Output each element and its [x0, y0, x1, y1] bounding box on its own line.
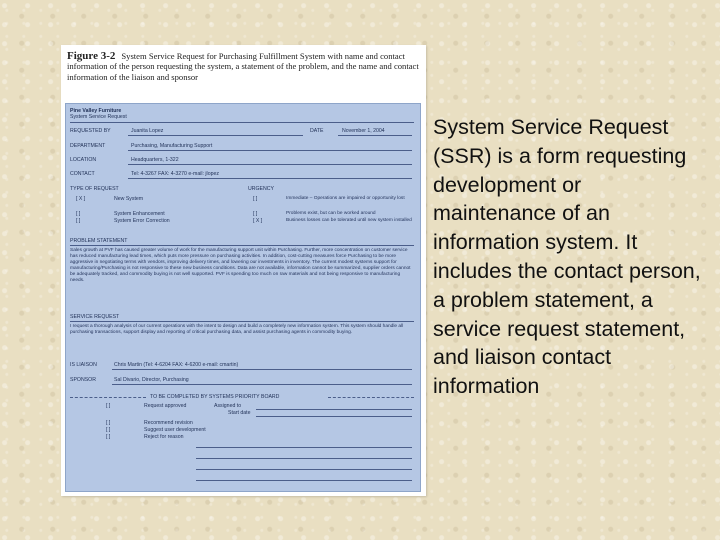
request-type-label: System Error Correction [114, 218, 170, 224]
problem-statement-text: Sales growth at PVF has caused greater volume of work for the manufacturing support unit within Purchasing. Further, more concentration on customer service has reduced manufacturing lead times, which puts more pressure on purchasing activities. In addition, cost-cutting measures force Purchasing to be more aggressive in negotiating terms with vendors, improving delivery times, and lowering our investments in inventory. The current modest systems support for manufacturing/Purchasing is not responsive to these new business conditions. Data are not available, information cannot be summarized, supplier orders cannot be adequately tracked, and commodity buying is not well supported. PVF is spending too much on raw materials and not being responsive to manufacturing needs. [70, 248, 411, 283]
sponsor-value: Sal Divario, Director, Purchasing [114, 377, 189, 383]
figure-card [61, 45, 426, 496]
request-type-mark: [ X ] [76, 196, 86, 202]
location-label: LOCATION [70, 157, 97, 163]
sponsor-label: SPONSOR [70, 377, 96, 383]
requested-by-label: REQUESTED BY [70, 128, 111, 134]
field-line [128, 150, 412, 151]
urgency-mark: [ ] [253, 211, 258, 217]
urgency-option: Problems exist, but can be worked around [286, 211, 376, 216]
board-mark: [ ] [106, 434, 111, 440]
field-line [196, 447, 412, 448]
field-line [128, 135, 303, 136]
dashed-rule [70, 397, 146, 398]
request-type-label: System Enhancement [114, 211, 165, 217]
board-option: Recommend revision [144, 420, 193, 426]
field-line [338, 135, 412, 136]
field-line [112, 369, 412, 370]
is-liaison-value: Chris Martin (Tel: 4-6204 FAX: 4-6200 e-mail: cmartin) [114, 362, 239, 368]
board-mark: [ ] [106, 420, 111, 426]
date-value: November 1, 2004 [342, 128, 385, 134]
field-line [128, 164, 412, 165]
board-extra: Assigned to [214, 403, 242, 409]
problem-statement-label: PROBLEM STATEMENT [70, 238, 128, 244]
board-option: Suggest user development [144, 427, 206, 433]
department-value: Purchasing, Manufacturing Support [131, 143, 213, 149]
ssr-form [65, 103, 421, 492]
request-type-mark: [ ] [76, 211, 81, 217]
board-option: Reject for reason [144, 434, 184, 440]
type-of-request-label: TYPE OF REQUEST [70, 186, 119, 192]
figure-caption [67, 51, 419, 82]
urgency-option: Immediate – Operations are impaired or opportunity lost [286, 196, 405, 201]
board-mark: [ ] [106, 427, 111, 433]
service-request-label: SERVICE REQUEST [70, 314, 120, 320]
form-title: System Service Request [70, 114, 127, 120]
requested-by-value: Juanita Lopez [131, 128, 164, 134]
ssr-description: System Service Request (SSR) is a form requesting development or maintenance of an information system. It includes the contact person, a problem statement, a service request statement, and liaison contact information [433, 115, 701, 399]
department-label: DEPARTMENT [70, 143, 106, 149]
divider [70, 245, 414, 246]
dashed-rule [328, 397, 414, 398]
field-line [128, 178, 412, 179]
request-type-mark: [ ] [76, 218, 81, 224]
divider [70, 321, 414, 322]
divider [70, 122, 414, 123]
priority-board-label: TO BE COMPLETED BY SYSTEMS PRIORITY BOARD [150, 394, 280, 400]
request-type-label: New System [114, 196, 144, 202]
contact-value: Tel: 4-3267 FAX: 4-3270 e-mail: jlopez [131, 171, 219, 177]
date-label: DATE [310, 128, 324, 134]
urgency-mark: [ ] [253, 196, 258, 202]
company-name: Pine Valley Furniture [70, 108, 122, 114]
urgency-option: Business losses can be tolerated until new system installed [286, 218, 412, 223]
location-value: Headquarters, 1-322 [131, 157, 179, 163]
field-line [196, 458, 412, 459]
field-line [256, 416, 412, 417]
figure-caption-text: System Service Request for Purchasing Fulfillment System with name and contact information of the person requesting the system, a statement of the problem, and the name and contact information of the liaison and sponsor [67, 51, 419, 82]
urgency-mark: [ X ] [253, 218, 263, 224]
urgency-label: URGENCY [248, 186, 274, 192]
field-line [196, 480, 412, 481]
figure-number: Figure 3-2 [67, 50, 116, 62]
is-liaison-label: IS LIAISON [70, 362, 97, 368]
service-request-text: I request a thorough analysis of our current operations with the intent to design and build a completely new information system. This system should handle all purchasing transactions, support display and reporting of critical purchasing data, and assist purchasing agents in commodity buying. [70, 324, 404, 335]
board-mark: [ ] [106, 403, 111, 409]
field-line [256, 409, 412, 410]
field-line [112, 384, 412, 385]
board-extra: Start date [228, 410, 251, 416]
contact-label: CONTACT [70, 171, 95, 177]
field-line [196, 469, 412, 470]
board-option: Request approved [144, 403, 187, 409]
